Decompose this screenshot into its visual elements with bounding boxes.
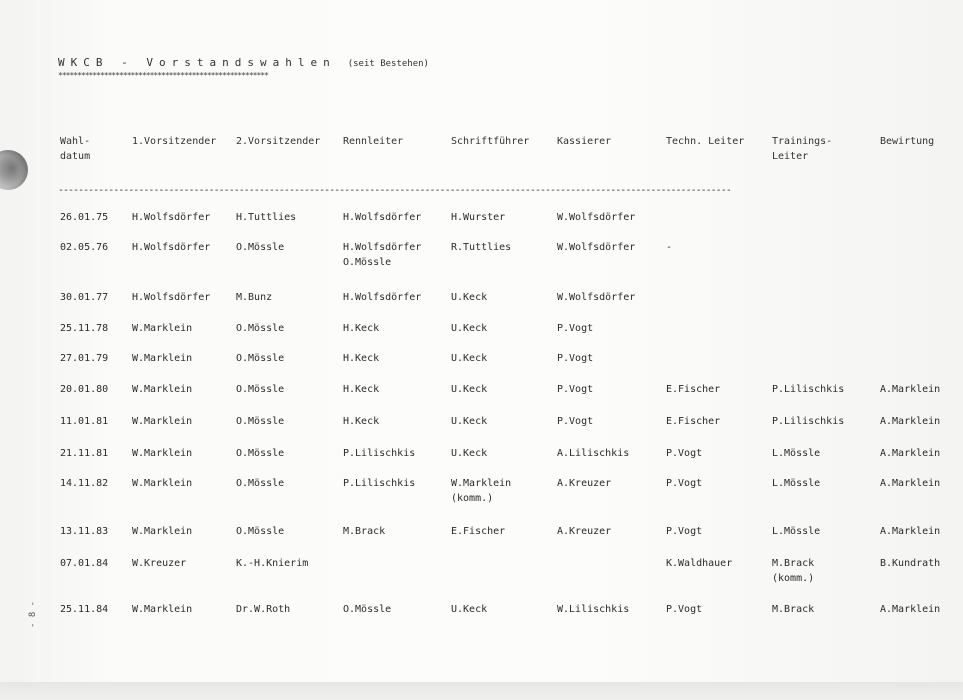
cell-treasurer: W.Wolfsdörfer [557,242,636,253]
cell-date: 13.11.83 [60,526,109,537]
cell-chair2: O.Mössle [236,478,285,489]
cell-training-leader: L.Mössle [772,526,821,537]
cell-treasurer: A.Kreuzer [557,526,612,537]
cell-race-director: H.Keck [343,384,380,395]
header-tech-leader: Techn. Leiter [666,136,745,147]
cell-secretary: U.Keck [451,384,488,395]
title-underline: ******************************************************* [58,72,268,80]
cell-secretary: H.Wurster [451,212,506,223]
cell-chair1: W.Marklein [132,604,193,615]
header-training-leader: Trainings- Leiter [772,136,833,162]
page-number: - 8 - [28,600,38,628]
cell-race-director: H.Wolfsdörfer [343,212,422,223]
cell-chair2: H.Tuttlies [236,212,297,223]
cell-chair1: W.Marklein [132,448,193,459]
cell-tech-leader: P.Vogt [666,448,703,459]
header-rule: -------------------------------------------------------------------------------------------------------------------------------------- [58,186,731,196]
cell-secretary: U.Keck [451,323,488,334]
cell-chair2: O.Mössle [236,242,285,253]
cell-treasurer: P.Vogt [557,323,594,334]
cell-chair2: K.-H.Knierim [236,558,309,569]
cell-treasurer: P.Vogt [557,384,594,395]
cell-tech-leader: E.Fischer [666,416,721,427]
header-chair1: 1.Vorsitzender [132,136,217,147]
cell-chair2: O.Mössle [236,448,285,459]
cell-training-leader: L.Mössle [772,478,821,489]
cell-chair2: O.Mössle [236,353,285,364]
cell-date: 02.05.76 [60,242,109,253]
cell-catering: A.Marklein [880,478,941,489]
cell-chair1: W.Marklein [132,384,193,395]
cell-catering: A.Marklein [880,448,941,459]
cell-race-director: H.Wolfsdörfer [343,292,422,303]
cell-chair1: H.Wolfsdörfer [132,292,211,303]
cell-training-leader: P.Lilischkis [772,416,845,427]
header-catering: Bewirtung [880,136,935,147]
cell-catering: A.Marklein [880,416,941,427]
cell-chair1: H.Wolfsdörfer [132,212,211,223]
cell-secretary: U.Keck [451,416,488,427]
cell-tech-leader: - [666,242,673,253]
cell-date: 25.11.84 [60,604,109,615]
cell-training-leader: M.Brack (komm.) [772,558,815,584]
cell-race-director: M.Brack [343,526,386,537]
cell-chair1: W.Kreuzer [132,558,187,569]
cell-tech-leader: P.Vogt [666,604,703,615]
cell-chair1: W.Marklein [132,323,193,334]
cell-secretary: U.Keck [451,292,488,303]
page-bottom-edge [0,682,963,700]
cell-catering: B.Kundrath [880,558,941,569]
cell-date: 25.11.78 [60,323,109,334]
cell-chair1: W.Marklein [132,353,193,364]
cell-date: 07.01.84 [60,558,109,569]
cell-secretary: W.Marklein (komm.) [451,478,512,504]
cell-treasurer: A.Lilischkis [557,448,630,459]
cell-training-leader: M.Brack [772,604,815,615]
cell-chair1: W.Marklein [132,416,193,427]
cell-tech-leader: P.Vogt [666,526,703,537]
cell-treasurer: W.Wolfsdörfer [557,212,636,223]
cell-tech-leader: K.Waldhauer [666,558,733,569]
cell-secretary: R.Tuttlies [451,242,512,253]
cell-race-director: P.Lilischkis [343,478,416,489]
cell-treasurer: P.Vogt [557,416,594,427]
cell-secretary: U.Keck [451,604,488,615]
cell-race-director: P.Lilischkis [343,448,416,459]
cell-date: 27.01.79 [60,353,109,364]
cell-secretary: U.Keck [451,448,488,459]
cell-secretary: U.Keck [451,353,488,364]
cell-chair2: O.Mössle [236,416,285,427]
cell-date: 26.01.75 [60,212,109,223]
cell-race-director: H.Wolfsdörfer O.Mössle [343,242,422,268]
cell-chair1: W.Marklein [132,478,193,489]
cell-secretary: E.Fischer [451,526,506,537]
cell-race-director: H.Keck [343,323,380,334]
cell-race-director: O.Mössle [343,604,392,615]
header-race-director: Rennleiter [343,136,404,147]
cell-race-director: H.Keck [343,353,380,364]
cell-date: 20.01.80 [60,384,109,395]
title-parenthetical: (seit Bestehen) [347,59,429,69]
cell-chair1: W.Marklein [132,526,193,537]
cell-chair2: O.Mössle [236,323,285,334]
document-title [58,56,429,69]
cell-training-leader: P.Lilischkis [772,384,845,395]
cell-treasurer: P.Vogt [557,353,594,364]
cell-treasurer: W.Wolfsdörfer [557,292,636,303]
header-treasurer: Kassierer [557,136,612,147]
cell-catering: A.Marklein [880,384,941,395]
punch-hole [0,150,28,190]
cell-chair2: O.Mössle [236,526,285,537]
cell-catering: A.Marklein [880,526,941,537]
cell-catering: A.Marklein [880,604,941,615]
cell-date: 21.11.81 [60,448,109,459]
title-main: WKCB - Vorstandswahlen [58,56,336,69]
header-date: Wahl- datum [60,136,91,162]
cell-date: 14.11.82 [60,478,109,489]
cell-race-director: H.Keck [343,416,380,427]
cell-date: 30.01.77 [60,292,109,303]
cell-treasurer: W.Lilischkis [557,604,630,615]
cell-date: 11.01.81 [60,416,109,427]
header-secretary: Schriftführer [451,136,530,147]
cell-tech-leader: E.Fischer [666,384,721,395]
header-chair2: 2.Vorsitzender [236,136,321,147]
cell-chair2: M.Bunz [236,292,273,303]
cell-treasurer: A.Kreuzer [557,478,612,489]
cell-chair2: Dr.W.Roth [236,604,291,615]
cell-chair2: O.Mössle [236,384,285,395]
cell-training-leader: L.Mössle [772,448,821,459]
cell-tech-leader: P.Vogt [666,478,703,489]
cell-chair1: H.Wolfsdörfer [132,242,211,253]
